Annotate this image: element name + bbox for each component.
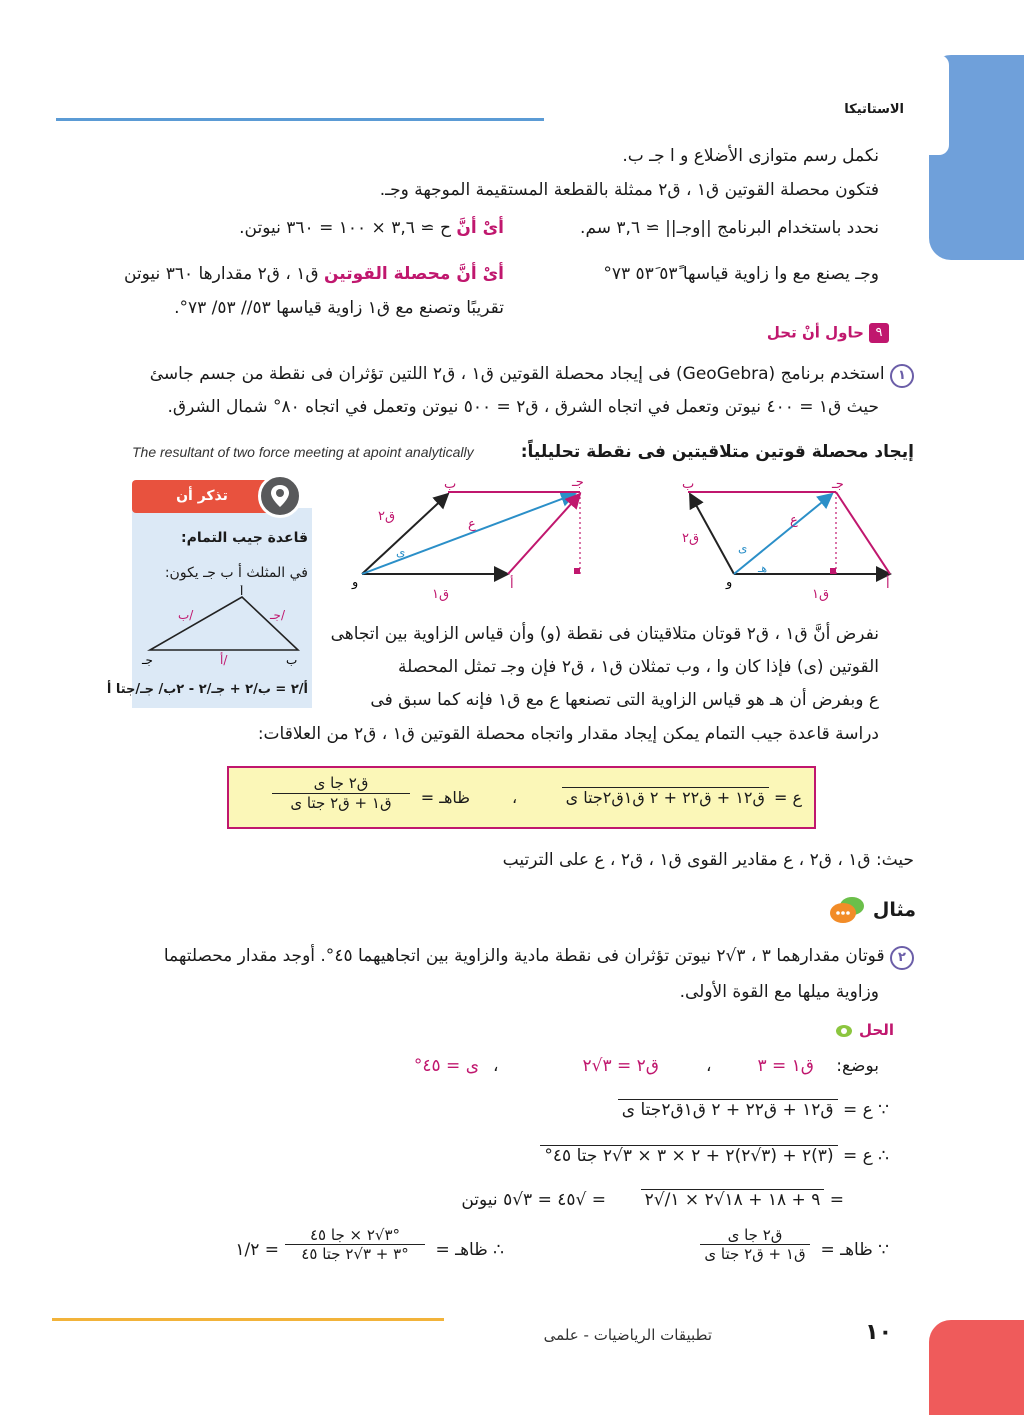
para1-line4a: وجـ يصنع مع وا زاوية قياسها ٥٣ً ٥٣َ ٧٣°: [603, 264, 879, 284]
example-line2: وزاوية ميلها مع القوة الأولى.: [679, 982, 879, 1002]
fig2-label-q1: ق١: [812, 587, 830, 601]
example-line1: قوتان مقدارهما ٣ ، ٣√٢ نيوتن تؤثران فى نقطة مادية والزاوية بين اتجاهيهما ٤٥°. أوجد مقدار محصلتهما: [163, 946, 885, 966]
fig2-label-w: و: [726, 575, 733, 590]
fig2-label-r: ع: [790, 513, 798, 528]
solution-tan2-numerator: ٣√٢ × جا ٤٥°: [285, 1226, 425, 1245]
fig1-label-q1: ق١: [432, 587, 450, 601]
solution-q2: ق٢ = ٣√٢: [582, 1056, 659, 1076]
try-item: [150, 364, 914, 388]
fig1-label-b: ب: [444, 477, 457, 492]
fig1-label-r: ع: [468, 517, 476, 532]
para1-line3b: [239, 218, 504, 238]
try-badge: ٩: [869, 323, 889, 343]
formula-magnitude: [562, 788, 802, 807]
fig1-label-w: و: [352, 575, 359, 590]
fig2-label-q2: ق٢: [682, 531, 700, 546]
footer-tab: [929, 1320, 1024, 1415]
solution-q1: ق١ = ٣: [757, 1056, 814, 1076]
solution-comma2: ،: [493, 1056, 499, 1076]
para1-line3a: نحدد باستخدام البرنامج ||وجـ|| ≃ ٣,٦ سم.: [580, 218, 879, 238]
fig2-label-c: جـ: [832, 477, 844, 492]
solution-setup-prefix: بوضع:: [836, 1056, 879, 1076]
formula-magnitude-lhs: ع =: [773, 788, 802, 807]
solution-step2: [540, 1146, 889, 1166]
solution-step3-result: = √٤٥ = ٣√٥ نيوتن: [461, 1190, 606, 1210]
fig1-label-q2: ق٢: [378, 509, 396, 524]
remind-triangle-text: في المثلث أ ب جـ يكون:: [164, 565, 308, 581]
tri-side-b: ب/: [178, 608, 194, 622]
solution-step3-radicand: ٩ + ١٨ + ١٨√٢ × ١/√٢: [641, 1189, 825, 1210]
solution-step2-radicand: (٣)٢ + (٣√٢)٢ + ٢ × ٣ × ٣√٢ جتا ٤٥°: [540, 1145, 837, 1166]
solution-tan2-frac: [285, 1226, 425, 1263]
fig2-label-y: ى: [738, 541, 748, 555]
example-item: [164, 946, 914, 970]
example-title: مثال: [872, 899, 916, 921]
tri-side-a: أ/: [220, 653, 228, 667]
solution-tan-frac: [700, 1226, 810, 1263]
footer-book-title: تطبيقات الرياضيات - علمى: [543, 1326, 712, 1344]
para2-line1: نفرض أنَّ ق١ ، ق٢ قوتان متلاقيتان فى نقطة (و) وأن قياس الزاوية بين اتجاهى: [330, 624, 879, 644]
try-number: ١: [890, 364, 914, 388]
try-line1: استخدم برنامج (GeoGebra) فى إيجاد محصلة القوتين ق١ ، ق٢ اللتين تؤثران فى نقطة من جسم جاسئ: [149, 364, 885, 384]
para1-line1: نكمل رسم متوازى الأضلاع و ا جـ ب.: [622, 146, 879, 166]
para1-line5: تقريبًا وتصنع مع ق١ زاوية قياسها ٥٣// ٥٣/ ٧٣°.: [174, 298, 504, 318]
para2-line3: ع وبفرض أن هـ هو قياس الزاوية التى تصنعها ع مع ق١ فإنه كما سبق فى: [370, 690, 879, 710]
chat-bubbles-icon: [828, 894, 868, 926]
tri-vertex-b: ب: [286, 653, 298, 667]
formula-tan-numerator: ق٢ جا ى: [272, 774, 410, 794]
solution-comma1: ،: [706, 1056, 712, 1076]
fig2-label-h: هـ: [758, 562, 768, 575]
tri-vertex-c: جـ: [142, 653, 153, 667]
para1-line4b-prefix: أىْ أنَّ محصلة القوتين: [323, 264, 504, 284]
formula-tan-denominator: ق١ + ق٢ جتا ى: [290, 794, 392, 812]
para1-line2: فتكون محصلة القوتين ق١ ، ق٢ ممثلة بالقطعة المستقيمة الموجهة وجـ.: [379, 180, 879, 200]
tri-side-c: جـ/: [270, 608, 285, 622]
solution-step1: [618, 1100, 889, 1120]
fig1-label-a: أ: [510, 577, 514, 592]
example-heading: [828, 894, 916, 926]
solution-step3-eq: =: [829, 1190, 844, 1210]
solution-tan2-denominator: ٣ + ٣√٢ جتا ٤٥°: [301, 1245, 409, 1263]
para1-line4b-text: ق١ ، ق٢ مقدارها ٣٦٠ نيوتن: [123, 264, 319, 284]
location-pin-icon: [258, 474, 302, 518]
formula-separator: ،: [512, 788, 518, 807]
try-line2: حيث ق١ = ٤٠٠ نيوتن وتعمل في اتجاه الشرق ، ق٢ = ٥٠٠ نيوتن وتعمل في اتجاه ٨٠° شمال الشرق.: [167, 397, 879, 417]
section-title: إيجاد محصلة قوتين متلاقيتين فى نقطة تحليلياً:: [520, 442, 914, 462]
solution-tan-lhs: ∵ ظاهـ =: [820, 1240, 889, 1260]
section-header: الاستاتيكا: [844, 102, 904, 117]
solution-title: الحل: [859, 1021, 894, 1039]
section-english-title: The resultant of two force meeting at apoint analytically: [132, 444, 474, 460]
solution-step1-lhs: ∵ ع =: [842, 1100, 889, 1120]
fig1-label-y: ى: [396, 545, 406, 559]
para1-line3b-text: ح ≃ ٣,٦ × ١٠٠ = ٣٦٠ نيوتن.: [239, 218, 451, 238]
solution-tan-denominator: ق١ + ق٢ جتا ى: [704, 1245, 806, 1263]
solution-y: [414, 1056, 479, 1076]
parallelogram-figure-obtuse: [340, 476, 600, 601]
tri-vertex-a: أ: [240, 585, 244, 598]
para2-line4: دراسة قاعدة جيب التمام يمكن إيجاد مقدار واتجاه محصلة القوتين ق١ ، ق٢ من العلاقات:: [257, 724, 879, 744]
solution-step3: [641, 1190, 844, 1210]
solution-heading: [834, 1020, 894, 1039]
formula-tan-frac: [272, 774, 410, 812]
solution-step1-radicand: ق١٢ + ق٢٢ + ٢ ق١ق٢جتا ى: [618, 1099, 838, 1120]
example-number: ٢: [890, 946, 914, 970]
solution-tan-numerator: ق٢ جا ى: [700, 1226, 810, 1245]
fig2-label-a: أ: [886, 577, 890, 592]
fig2-label-b: ب: [682, 477, 695, 492]
solution-y-text: ى = ٤٥°: [413, 1056, 479, 1076]
para2-line2: القوتين (ى) فإذا كان وا ، وب تمثلان ق١ ، ق٢ فإن وجـ تمثل المحصلة: [397, 657, 879, 677]
para1-line4b: [124, 264, 504, 284]
try-title: حاول أنْ تحل: [766, 323, 864, 342]
formula-tan-lhs: ظاهـ =: [420, 788, 470, 807]
parallelogram-figure-acute: [672, 476, 902, 601]
remind-triangle-figure: [140, 585, 310, 670]
para1-line3b-prefix: أىْ أنَّ: [456, 218, 504, 238]
solution-tan2-result: = ١/٢: [235, 1240, 279, 1260]
page-number: ١٠: [865, 1320, 892, 1345]
chapter-tab-notch: [929, 55, 949, 155]
header-rule: [56, 118, 544, 121]
solution-step2-lhs: ∴ ع =: [842, 1146, 889, 1166]
remind-tab: تذكر أن: [132, 480, 272, 513]
where-line: حيث: ق١ ، ق٢ ، ع مقادير القوى ق١ ، ق٢ ، ع على الترتيب: [502, 850, 914, 870]
solution-tan2-lhs: ∴ ظاهـ =: [435, 1240, 504, 1260]
footer-rule: [52, 1318, 444, 1321]
try-heading: [767, 322, 889, 344]
formula-magnitude-radicand: ق١٢ + ق٢٢ + ٢ ق١ق٢جتا ى: [562, 787, 769, 807]
fig1-label-c: جـ: [572, 476, 584, 490]
remind-formula: أ/٢ = ب/٢ + جـ/٢ - ٢ب/ جـ/جتا أ: [106, 682, 308, 697]
remind-rule: قاعدة جيب التمام:: [181, 530, 308, 546]
solution-bullet-icon: [834, 1023, 854, 1039]
